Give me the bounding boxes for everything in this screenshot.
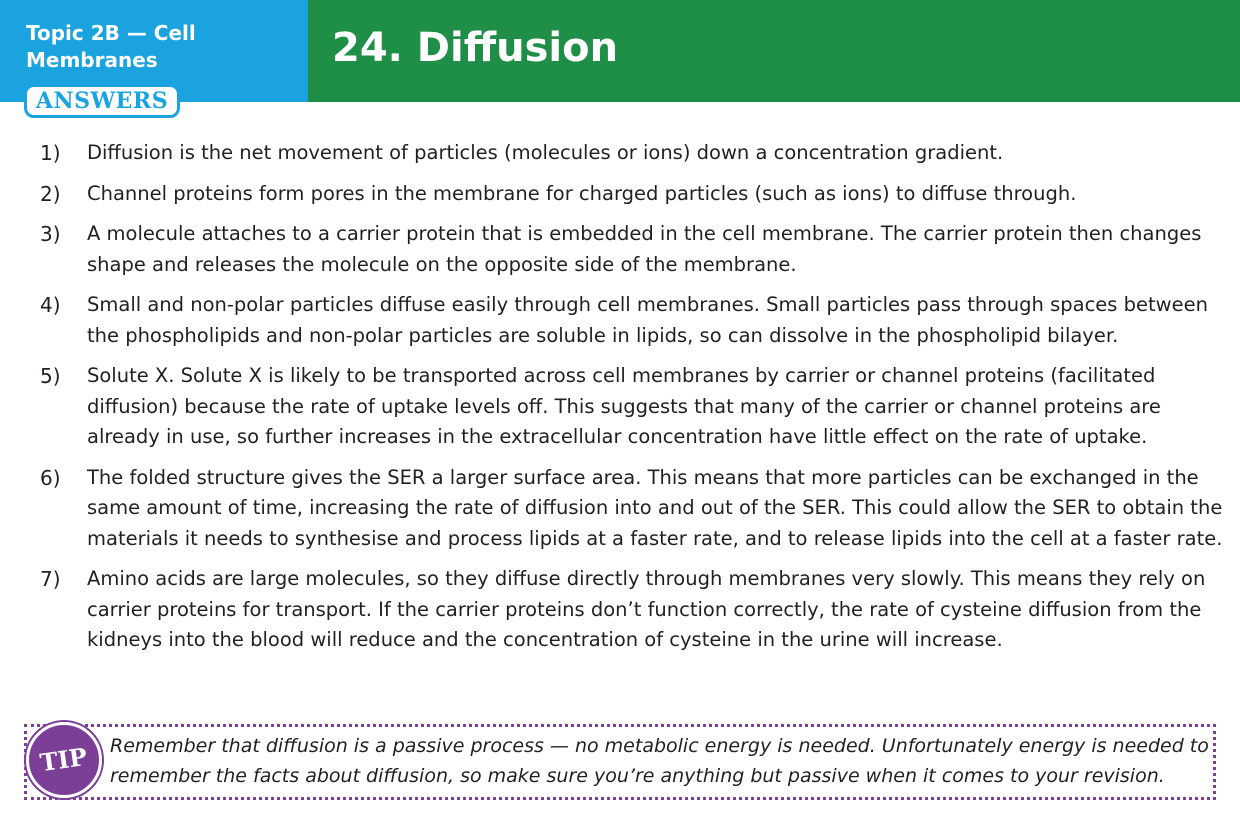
tip-text: Remember that diffusion is a passive process — no metabolic energy is needed. Unfortunately energy is needed to remember the facts about diffusion, so make sure you’re anything but passive when it comes to your revision. — [110, 735, 1209, 787]
answer-text: Diffusion is the net movement of particles (molecules or ions) down a concentration gradient. — [87, 141, 1004, 164]
answer-number: 1) — [40, 141, 61, 165]
answer-number: 3) — [40, 222, 61, 246]
answer-text: Solute X. Solute X is likely to be transported across cell membranes by carrier or channel proteins (facilitated diffusion) because the rate of uptake levels off. This suggests that many of the carrier or channel proteins are already in use, so further increases in the extracellular concentration have little effect on the rate of uptake. — [87, 364, 1161, 448]
title-bar — [308, 0, 1240, 102]
answers-list — [40, 138, 1225, 666]
answer-number: 6) — [40, 465, 61, 490]
list-item — [40, 564, 1225, 656]
list-item — [40, 219, 1225, 280]
answer-number: 7) — [40, 567, 61, 591]
answer-number: 2) — [40, 181, 61, 206]
answer-text: The folded structure gives the SER a larger surface area. This means that more particles can be exchanged in the same amount of time, increasing the rate of diffusion into and out of the SER. This could allow the SER to obtain the materials it needs to synthesise and process lipids at a faster rate, and to release lipids into the cell at a faster rate. — [87, 465, 1223, 550]
answers-label: ANSWERS — [35, 88, 169, 114]
list-item — [40, 361, 1225, 453]
answer-text: Small and non-polar particles diffuse easily through cell membranes. Small particles pass through spaces between the phospholipids and non-polar particles are soluble in lipids, so can dissolve in the phospholipid bilayer. — [87, 293, 1208, 347]
tip-label: TIP — [38, 741, 90, 778]
topic-title: Topic 2B — Cell Membranes — [26, 21, 196, 72]
answer-text: A molecule attaches to a carrier protein that is embedded in the cell membrane. The carrier protein then changes shape and releases the molecule on the opposite side of the membrane. — [87, 222, 1202, 276]
answer-number: 4) — [40, 293, 61, 317]
tip-badge — [26, 722, 102, 798]
page-title: 24. Diffusion — [332, 25, 619, 71]
list-item — [40, 463, 1225, 555]
list-item — [40, 179, 1225, 210]
answer-text: Amino acids are large molecules, so they diffuse directly through membranes very slowly. This means they rely on carrier proteins for transport. If the carrier proteins don’t function correctly, the rate of cysteine diffusion from the kidneys into the blood will reduce and the concentration of cysteine in the urine will increase. — [87, 567, 1206, 651]
answer-number: 5) — [40, 364, 61, 388]
answer-text: Channel proteins form pores in the membrane for charged particles (such as ions) to diffuse through. — [87, 181, 1077, 205]
list-item — [40, 290, 1225, 351]
answers-badge — [24, 84, 180, 118]
list-item — [40, 138, 1225, 169]
